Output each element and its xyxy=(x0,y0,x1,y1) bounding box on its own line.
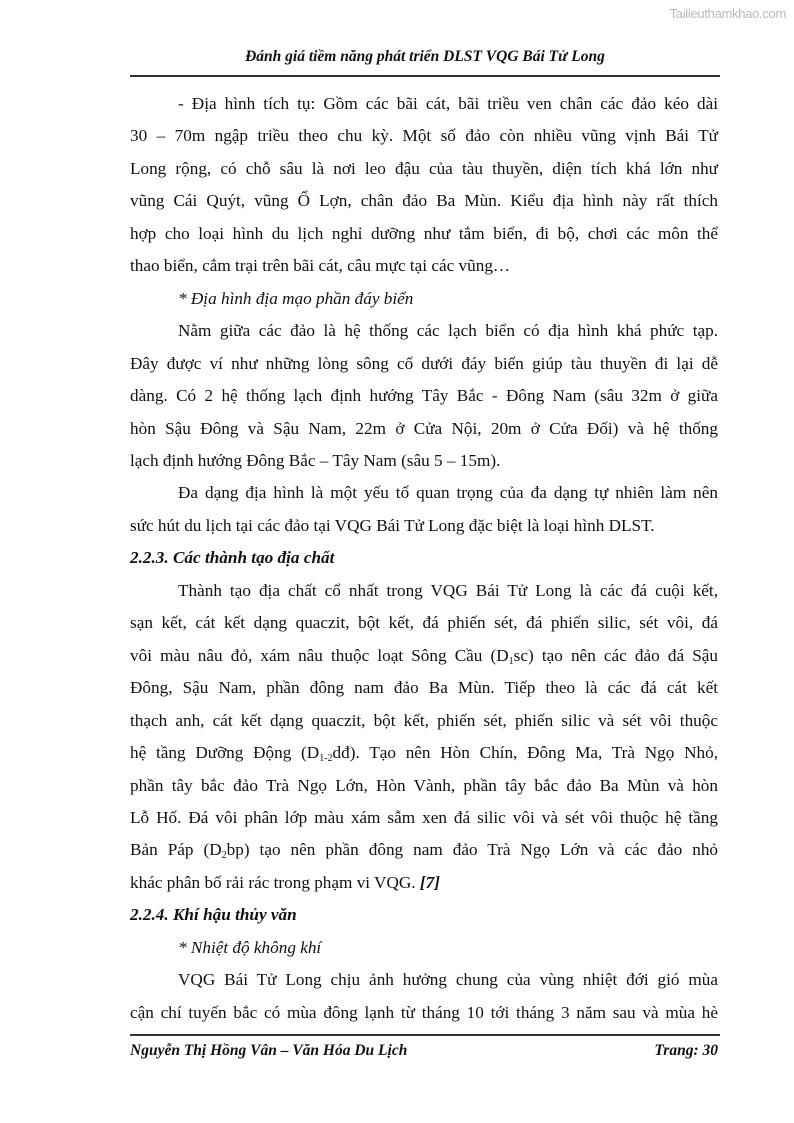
paragraph-line: Long rộng, có chỗ sâu là nơi leo đậu của tàu thuyền, diện tích khá lớn như xyxy=(130,158,718,178)
subsection-heading: * Nhiệt độ không khí xyxy=(178,937,322,957)
paragraph-line: Thành tạo địa chất cổ nhất trong VQG Bái Tử Long là các đá cuội kết, xyxy=(178,580,718,600)
paragraph-line: hòn Sậu Đông và Sậu Nam, 22m ở Cửa Nội, 20m ở Cửa Đối) và hệ thống xyxy=(130,418,718,438)
subscript: 1-2 xyxy=(319,753,333,765)
paragraph-line: Lỗ Hố. Đá vôi phân lớp màu xám sẫm xen đá silic vôi và sét vôi thuộc hệ tầng xyxy=(130,807,718,827)
page-number: Trang: 30 xyxy=(654,1042,718,1059)
paragraph-line: thạch anh, cát kết dạng quaczit, bột kết, phiến sét, phiến silic và sét vôi thuộc xyxy=(130,710,718,730)
document-body xyxy=(130,88,718,1029)
text-segment: sc) tạo nên các đảo đá Sậu xyxy=(513,645,718,665)
text-segment: Bản Páp (D xyxy=(130,840,222,860)
paragraph-line: thao biển, cắm trại trên bãi cát, câu mực tại các vũng… xyxy=(130,256,511,276)
paragraph-line xyxy=(130,834,718,866)
paragraph-line: dàng. Có 2 hệ thống lạch định hướng Tây Bắc - Đông Nam (sâu 32m ở giữa xyxy=(130,386,718,406)
section-heading: 2.2.3. Các thành tạo địa chất xyxy=(130,548,335,568)
paragraph-line: VQG Bái Tử Long chịu ảnh hưởng chung của vùng nhiệt đới gió mùa xyxy=(178,970,718,990)
paragraph-line: vũng Cái Quýt, vũng Ổ Lợn, chân đảo Ba Mùn. Kiểu địa hình này rất thích xyxy=(130,191,718,211)
paragraph-line: Nằm giữa các đảo là hệ thống các lạch biển có địa hình khá phức tạp. xyxy=(178,321,718,341)
paragraph-line: lạch định hướng Đông Bắc – Tây Nam (sâu 5 – 15m). xyxy=(130,450,501,470)
paragraph-line xyxy=(130,737,718,769)
paragraph-line: sạn kết, cát kết dạng quaczit, bột kết, đá phiến sét, đá phiến silic, sét vôi, đá xyxy=(130,613,718,633)
paragraph-line xyxy=(130,640,718,672)
header-rule xyxy=(130,75,720,77)
paragraph-line: Đông, Sậu Nam, phần đông nam đảo Ba Mùn. Tiếp theo là các đá cát kết xyxy=(130,678,718,698)
footer xyxy=(130,1042,718,1060)
watermark: Tailieuthamkhao.com xyxy=(669,6,786,21)
paragraph-line: hợp cho loại hình du lịch nghỉ dưỡng như tắm biển, đi bộ, chơi các môn thể xyxy=(130,223,718,243)
subsection-heading: * Địa hình địa mạo phần đáy biển xyxy=(178,288,414,308)
paragraph-line: Đây được ví như những lòng sông cổ dưới đáy biển giúp tàu thuyền đi lại dễ xyxy=(130,353,718,373)
running-header: Đánh giá tiềm năng phát triển DLST VQG Bái Tử Long xyxy=(245,48,605,65)
paragraph-line xyxy=(130,867,718,899)
text-segment: bp) tạo nên phần đông nam đảo Trà Ngọ Lớn và các đảo nhỏ xyxy=(226,840,719,860)
subscript: 1 xyxy=(508,655,514,667)
paragraph-line: Đa dạng địa hình là một yếu tố quan trọng của đa dạng tự nhiên làm nên xyxy=(178,483,718,503)
text-segment: dđ). Tạo nên Hòn Chín, Đông Ma, Trà Ngọ Nhỏ, xyxy=(332,743,718,763)
text-segment: khác phân bố rải rác trong phạm vi VQG. xyxy=(130,872,420,892)
paragraph-line: - Địa hình tích tụ: Gồm các bãi cát, bãi triều ven chân các đảo kéo dài xyxy=(178,94,718,113)
paragraph-line: cận chí tuyến bắc có mùa đông lạnh từ tháng 10 tới tháng 3 năm sau và mùa hè xyxy=(130,1002,718,1022)
subscript: 2 xyxy=(221,850,227,862)
paragraph-line: sức hút du lịch tại các đảo tại VQG Bái Tử Long đặc biệt là loại hình DLST. xyxy=(130,515,655,535)
text-segment: vôi màu nâu đỏ, xám nâu thuộc loạt Sông Cầu (D xyxy=(130,645,509,665)
footer-author: Nguyễn Thị Hồng Vân – Văn Hóa Du Lịch xyxy=(130,1042,408,1059)
paragraph-line: phần tây bắc đảo Trà Ngọ Lớn, Hòn Vành, phần tây bắc đảo Ba Mùn và hòn xyxy=(130,775,718,795)
text-segment: hệ tầng Dưỡng Động (D xyxy=(130,743,320,763)
footer-rule xyxy=(130,1034,720,1036)
section-heading: 2.2.4. Khí hậu thủy văn xyxy=(130,905,297,925)
paragraph-line: 30 – 70m ngập triều theo chu kỳ. Một số đảo còn nhiều vũng vịnh Bái Tử xyxy=(130,126,718,146)
citation: [7] xyxy=(419,872,440,892)
